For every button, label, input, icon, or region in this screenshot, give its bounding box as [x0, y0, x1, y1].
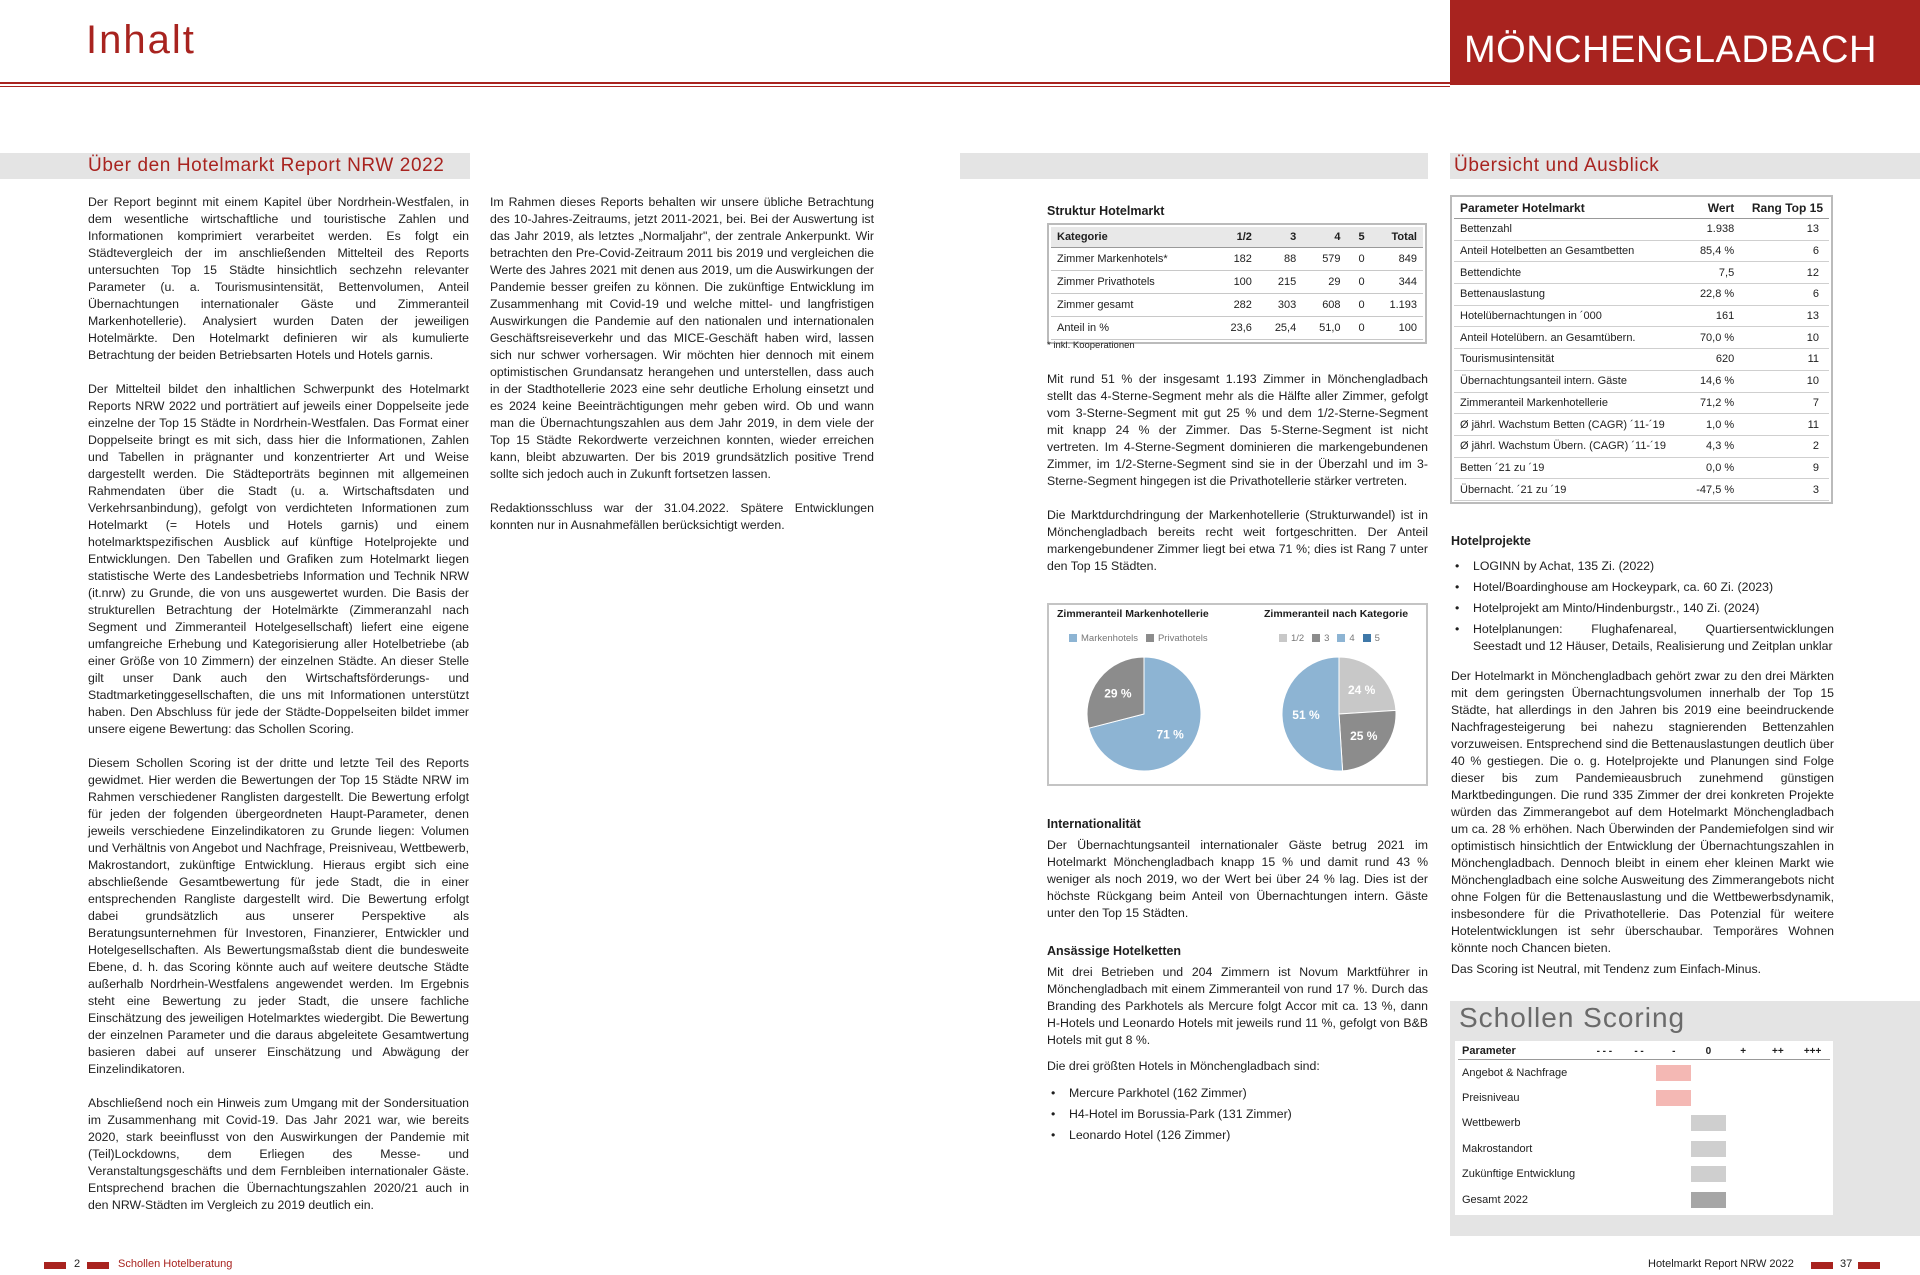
table-cell: 51,0 — [1302, 317, 1346, 340]
footer-bar — [1858, 1262, 1880, 1269]
scoring-cell — [1761, 1162, 1796, 1188]
scoring-cell — [1761, 1060, 1796, 1086]
legend-label: 1/2 — [1291, 633, 1305, 644]
scoring-cell — [1656, 1162, 1691, 1188]
table-cell: 6 — [1740, 240, 1829, 262]
table-cell: 10 — [1740, 327, 1829, 349]
paragraph: Redaktionsschluss war der 31.04.2022. Spätere Entwicklungen konnten nur in Ausnahmefällen berücksichtigt werden. — [490, 501, 874, 532]
scoring-parameter: Zukünftige Entwicklung — [1462, 1168, 1576, 1181]
scoring-scale-label: +++ — [1795, 1043, 1830, 1060]
table-row — [1051, 248, 1423, 271]
internationalitaet-text: Der Übernachtungsanteil internationaler Gäste betrug 2021 im Hotelmarkt Mönchengladbach knapp 15 % und damit rund 43 % weniger als noch 2019, wo der Wert bei über 24 % lag. Dies ist der höchste Rückgang beim Anteil von Übernachtungen intern. Gäste unter den Top 15 Städten. — [1047, 838, 1428, 920]
pie-data-label: 24 % — [1347, 682, 1376, 697]
footer-page-number: 37 — [1840, 1258, 1853, 1270]
scoring-bar — [1656, 1065, 1691, 1081]
scoring-cell — [1691, 1187, 1726, 1213]
scoring-cell — [1726, 1111, 1761, 1137]
table-row — [1454, 240, 1829, 262]
table-cell: 161 — [1687, 305, 1740, 327]
table-cell: 344 — [1371, 271, 1423, 294]
scoring-cell — [1691, 1085, 1726, 1111]
scoring-cell — [1622, 1136, 1657, 1162]
scoring-row — [1458, 1187, 1830, 1213]
page-title-left: Inhalt — [86, 18, 196, 62]
scoring-cell — [1656, 1085, 1691, 1111]
scoring-title: Schollen Scoring — [1459, 1002, 1686, 1033]
scoring-cell — [1691, 1060, 1726, 1086]
table-cell: Bettendichte — [1454, 262, 1687, 284]
scoring-cell — [1656, 1187, 1691, 1213]
table-cell: 23,6 — [1214, 317, 1258, 340]
legend-label: Privathotels — [1157, 633, 1208, 644]
scoring-scale-label: - — [1656, 1043, 1691, 1060]
hotelprojekte-list — [1451, 558, 1834, 659]
col-header: Total — [1371, 227, 1423, 248]
table-cell: 2 — [1740, 435, 1829, 457]
scoring-cell — [1622, 1085, 1657, 1111]
table-cell: 0 — [1347, 294, 1371, 317]
table-cell: 215 — [1258, 271, 1302, 294]
struktur-table-box — [1047, 223, 1427, 344]
chart-title-marken: Zimmeranteil Markenhotellerie — [1057, 608, 1209, 620]
scoring-cell — [1622, 1111, 1657, 1137]
table-row — [1454, 435, 1829, 457]
legend-label: Markenhotels — [1081, 633, 1139, 644]
list-item: • Hotel/Boardinghouse am Hockeypark, ca. 60 Zi. (2023) — [1451, 579, 1834, 596]
table-cell: Ø jährl. Wachstum Übern. (CAGR) ´11-´19 — [1454, 435, 1687, 457]
table-cell: 849 — [1371, 248, 1423, 271]
paragraph: Der Report beginnt mit einem Kapitel über Nordrhein-Westfalen, in dem wesentliche wirtschaftliche und touristische Zahlen und Informationen komprimiert verarbeitet werden. Es folgt ein Städtevergleich der im anschließenden Mittelteil des Reports untersuchten Top 15 Städte hinsichtlich sechzehn relevanter Parameter (u. a. Tourismusintensität, Bettenvolumen, Anteil Übernachtungen internationaler Gäste und Zimmeranteil Markenhotellerie). Analysiert wurden Daten der jeweiligen Hotelmärkte. Den Hotelmarkt definieren wir als kumulierte Betrachtung der beiden Betriebsarten Hotels und Hotels garnis. — [88, 195, 469, 362]
scoring-cell — [1795, 1187, 1830, 1213]
table-cell: Hotelübernachtungen in ´000 — [1454, 305, 1687, 327]
table-cell: Ø jährl. Wachstum Betten (CAGR) ´11-´19 — [1454, 414, 1687, 436]
table-cell: 11 — [1740, 349, 1829, 371]
list-item: • Hotelprojekt am Minto/Hindenburgstr., 140 Zi. (2024) — [1451, 600, 1834, 617]
scoring-parameter: Preisniveau — [1462, 1091, 1520, 1104]
footer-bar — [1811, 1262, 1833, 1269]
header-rule-thin — [0, 86, 1450, 87]
paragraph: Die Marktdurchdringung der Markenhotellerie (Strukturwandel) ist in Mönchengladbach bereits recht weit fortgeschritten. Der Anteil markengebundener Zimmer liegt bei etwa 71 %; dies ist Rang 7 unter den Top 15 Städten. — [1047, 508, 1428, 573]
table-cell: 282 — [1214, 294, 1258, 317]
table-cell: -47,5 % — [1687, 479, 1740, 501]
table-cell: Zimmeranteil Markenhotellerie — [1454, 392, 1687, 414]
table-row — [1454, 349, 1829, 371]
footnote: * inkl. Kooperationen — [1047, 340, 1135, 351]
scoring-cell — [1795, 1060, 1830, 1086]
hotelprojekte-title: Hotelprojekte — [1451, 534, 1531, 548]
table-row — [1454, 305, 1829, 327]
pie-data-label: 71 % — [1156, 727, 1184, 742]
table-cell: 0 — [1347, 248, 1371, 271]
table-row — [1051, 294, 1423, 317]
table-row — [1454, 284, 1829, 306]
table-cell: 85,4 % — [1687, 240, 1740, 262]
table-cell: 620 — [1687, 349, 1740, 371]
table-cell: 88 — [1258, 248, 1302, 271]
table-cell: 13 — [1740, 305, 1829, 327]
table-cell: 1.193 — [1371, 294, 1423, 317]
scoring-bar — [1691, 1192, 1726, 1208]
table-cell: Anteil in % — [1051, 317, 1214, 340]
table-cell: 7 — [1740, 392, 1829, 414]
list-item: • Leonardo Hotel (126 Zimmer) — [1047, 1127, 1428, 1144]
table-row — [1454, 370, 1829, 392]
paragraph: Im Rahmen dieses Reports behalten wir unsere übliche Betrachtung des 10-Jahres-Zeitraums, jetzt 2011-2021, bei. Bei der Auswertung ist das Jahr 2019, als letztes „Normaljahr", der zentrale Ankerpunkt. Wir betrachten den Pre-Covid-Zeitraum 2011 bis 2019 und vergleichen die Werte des Jahres 2021 mit denen aus 2019, um die Auswirkungen der Pandemie besser greifen zu können. Die zukünftige Entwicklung im Zusammenhang mit Covid-19 und welche mittel- und langfristigen Auswirkungen die Pandemie auf den nationalen und internationalen Geschäftsreiseverkehr und das MICE-Geschäft haben wird, lassen sich nur schwer vorhersagen. Wir möchten hier dennoch mit einem optimistischen Grundansatz herangehen und unterstellen, dass auch in der Stadthotellerie 2023 eine sehr deutliche Erholung einsetzt und es 2024 keine Beeinträchtigungen mehr geben wird. Ob und wann man die Übernachtungszahlen aus dem Jahr 2019, in dem viele der Top 15 Städte Rekordwerte verzeichnen konnten, wieder erreichen kann, bleibt abzuwarten. Der bis 2019 grundsätzlich positive Trend sollte sich jedoch auch in Zukunft fortsetzen lassen. — [490, 195, 874, 481]
table-cell: Übernacht. ´21 zu ´19 — [1454, 479, 1687, 501]
scoring-cell — [1622, 1060, 1657, 1086]
struktur-text — [1047, 371, 1428, 592]
hotelketten-title: Ansässige Hotelketten — [1047, 944, 1182, 958]
scoring-cell — [1587, 1162, 1622, 1188]
section-band-middle — [960, 153, 1428, 179]
scoring-cell — [1795, 1136, 1830, 1162]
paragraph: Der Mittelteil bildet den inhaltlichen Schwerpunkt des Hotelmarkt Reports NRW 2022 und porträtiert auf jeweils einer Doppelseite jede einzelne der Top 15 Städte in Nordrhein-Westfalen. Das Format einer Doppelseite bringt es mit sich, dass hier die Informationen, Zahlen und Tabellen in prägnanter und konzentrierter Art und Weise dargestellt werden. Die Städteporträts beginnen mit allgemeinen Rahmendaten über die Stadt (u. a. Wirtschaftsdaten und Verkehrsanbindung), gefolgt von verdichteten Informationen zum Hotelmarkt (= Hotels und Hotels garnis) und einem hotelmarktspezifischen Ausblick auf künftige Hotelprojekte und Entwicklungen. Den Tabellen und Grafiken zum Hotelmarkt liegen statistische Werte des Landesbetriebs Information und Technik NRW (it.nrw) zu Grunde, die von uns ausgewertet wurden. Die Basis der strukturellen Betrachtung der Hotelmärkte (Zimmeranzahl nach Segment und Zimmeranteil Hotelgesellschaft) liefert eine eigene umfangreiche Erhebung und Kategorisierung aller Hotelbetriebe (ab einer Größe von 10 Zimmern) der einzelnen Städte. An dieser Stelle gilt unser Dank auch den Wirtschaftsförderungs- und Stadtmarketinggesellschaften, die uns mit Informationen unterstützt haben. Den Abschluss für jede der Städte-Doppelseiten bildet immer unsere eigene Bewertung: das Schollen Scoring. — [88, 382, 469, 736]
scoring-scale-label: 0 — [1691, 1043, 1726, 1060]
scoring-cell — [1726, 1136, 1761, 1162]
paragraph: Der Hotelmarkt in Mönchengladbach gehört zwar zu den drei Märkten mit dem geringsten Übernachtungsvolumen innerhalb der Top 15 Städte, hat allerdings in den Jahren bis 2019 eine beeindruckende Nachfragesteigerung bei nahezu stagnierenden Bettenzahlen vorzuweisen. Entsprechend sind die Bettenauslastungen deutlich über 40 % gestiegen. Die o. g. Hotelprojekte und Planungen sind Folge dieser bis zum Pandemieausbruch zunehmend günstigen Marktbedingungen. Die rund 335 Zimmer der drei konkreten Projekte würden das Zimmerangebot auf dem Hotelmarkt Mönchengladbach um ca. 28 % erhöhen. Nach Überwinden der Pandemiefolgen sind wir optimistisch hinsichtlich der Entwicklung der Übernachtungszahlen in Mönchengladbach. Dennoch bleibt in einem eher kleinen Markt wie Mönchengladbach eine solche Ausweitung des Zimmerangebots nicht ohne Folgen für die Bettenauslastung und die Wettbewerbsdynamik, insbesondere für die Privathotellerie. Das Potenzial für weitere Hotelentwicklungen ist sehr überschaubar. Temporäres Wohnen könnte noch Chancen bieten. — [1451, 669, 1834, 955]
scoring-scale-label: - - - — [1587, 1043, 1622, 1060]
table-cell: 579 — [1302, 248, 1346, 271]
pie-data-label: 29 % — [1104, 686, 1132, 701]
table-cell: Zimmer Markenhotels* — [1051, 248, 1214, 271]
legend-label: 4 — [1349, 633, 1355, 644]
scoring-cell — [1726, 1085, 1761, 1111]
table-cell: Tourismusintensität — [1454, 349, 1687, 371]
legend-label: 5 — [1374, 633, 1380, 644]
section-title-overview: Übersicht und Ausblick — [1454, 155, 1660, 176]
parameter-table — [1454, 198, 1829, 501]
scoring-cell — [1587, 1111, 1622, 1137]
table-cell: 12 — [1740, 262, 1829, 284]
scoring-cell — [1726, 1060, 1761, 1086]
scoring-row — [1458, 1111, 1830, 1137]
scoring-cell — [1761, 1136, 1796, 1162]
table-cell: 1,0 % — [1687, 414, 1740, 436]
table-cell: Zimmer gesamt — [1051, 294, 1214, 317]
list-item: • H4-Hotel im Borussia-Park (131 Zimmer) — [1047, 1106, 1428, 1123]
table-row — [1051, 271, 1423, 294]
table-cell: 0 — [1347, 271, 1371, 294]
footer-bar — [87, 1262, 109, 1269]
paragraph: Mit rund 51 % der insgesamt 1.193 Zimmer in Mönchengladbach stellt das 4-Sterne-Segment mehr als die Hälfte aller Zimmer, gefolgt vom 3-Sterne-Segment mit gut 25 % und dem 1/2-Sterne-Segment mit knapp 24 % der Zimmer. Das 5-Sterne-Segment ist nicht vertreten. Im 4-Sterne-Segment dominieren die markengebundenen Zimmer, im 1/2-Sterne-Segment sind sie in der Überzahl und im 3-Sterne-Segment hingegen ist die Privathotellerie stärker vertreten. — [1047, 372, 1428, 488]
footer-page-number: 2 — [74, 1258, 81, 1270]
table-cell: 608 — [1302, 294, 1346, 317]
table-cell: 14,6 % — [1687, 370, 1740, 392]
col-header: 1/2 — [1214, 227, 1258, 248]
internationalitaet-title: Internationalität — [1047, 817, 1141, 831]
footer-bar — [44, 1262, 66, 1269]
table-cell: 7,5 — [1687, 262, 1740, 284]
scoring-cell — [1587, 1085, 1622, 1111]
scoring-row — [1458, 1085, 1830, 1111]
scoring-table — [1458, 1043, 1830, 1213]
scoring-cell — [1795, 1111, 1830, 1137]
scoring-cell — [1691, 1111, 1726, 1137]
list-item: • LOGINN by Achat, 135 Zi. (2022) — [1451, 558, 1834, 575]
table-row — [1454, 219, 1829, 241]
pie-charts-svg — [1049, 605, 1426, 784]
table-cell: 182 — [1214, 248, 1258, 271]
table-cell: Anteil Hotelübern. an Gesamtübern. — [1454, 327, 1687, 349]
scoring-cell — [1795, 1162, 1830, 1188]
list-item: • Mercure Parkhotel (162 Zimmer) — [1047, 1085, 1428, 1102]
scoring-cell — [1587, 1060, 1622, 1086]
scoring-scale-label: ++ — [1761, 1043, 1796, 1060]
scoring-parameter: Angebot & Nachfrage — [1462, 1066, 1568, 1079]
table-row — [1454, 262, 1829, 284]
footer-label-left: Schollen Hotelberatung — [118, 1258, 233, 1270]
col-header: Wert — [1687, 198, 1740, 219]
header-rule — [0, 82, 1450, 84]
table-cell: 303 — [1258, 294, 1302, 317]
paragraph: Diesem Schollen Scoring ist der dritte und letzte Teil des Reports gewidmet. Hier werden die Bewertungen der Top 15 Städte NRW im Rahmen verschiedener Ranglisten dargestellt. Die Bewertung erfolgt für jeden der folgenden übergeordneten Haupt-Parameter, denen jeweils verschiedene Einzelindikatoren zu Grunde liegen: Volumen und Verhältnis von Angebot und Nachfrage, Preisniveau, Wettbewerb, Makrostandort, zukünftige Entwicklung. Hieraus ergibt sich eine abschließende Gesamtbewertung für jede Stadt, die in einer entsprechenden Rangliste dargestellt wird. Die Bewertung erfolgt dabei grundsätzlich aus unserer Perspektive als Beratungsunternehmen für Investoren, Finanzierer, Entwickler und Hotelgesellschaften. Als Bewertungsmaßstab dient die bundesweite Ebene, d. h. das Scoring könnte auch auf weitere deutsche Städte außerhalb Nordrhein-Westfalens angewendet werden. Im Ergebnis steht eine Bewertung zu jeder Stadt, die unsere fachliche Einschätzung des jeweiligen Hotelmarktes wiedergibt. Die Bewertung der einzelnen Parameter und die daraus abgeleitete Gesamtwertung basieren dabei auf unserer Einschätzung und Abwägung der Einzelindikatoren. — [88, 756, 469, 1076]
pie-data-label: 25 % — [1350, 728, 1378, 743]
col-header: 3 — [1258, 227, 1302, 248]
struktur-title: Struktur Hotelmarkt — [1047, 204, 1165, 218]
scoring-cell — [1761, 1085, 1796, 1111]
struktur-table — [1051, 227, 1423, 340]
pie-charts-box — [1047, 603, 1428, 786]
scoring-row — [1458, 1162, 1830, 1188]
table-cell: 100 — [1214, 271, 1258, 294]
col-header: Rang Top 15 — [1740, 198, 1829, 219]
table-cell: Zimmer Privathotels — [1051, 271, 1214, 294]
scoring-table-box — [1455, 1041, 1833, 1215]
table-cell: 100 — [1371, 317, 1423, 340]
table-cell: 13 — [1740, 219, 1829, 241]
scoring-header-label: Parameter — [1458, 1043, 1587, 1060]
table-row — [1454, 479, 1829, 501]
table-cell: 70,0 % — [1687, 327, 1740, 349]
pie-data-label: 51 % — [1292, 708, 1320, 723]
left-column-2 — [490, 194, 874, 551]
paragraph: Das Scoring ist Neutral, mit Tendenz zum Einfach-Minus. — [1451, 962, 1762, 976]
scoring-cell — [1761, 1187, 1796, 1213]
table-cell: Bettenzahl — [1454, 219, 1687, 241]
table-cell: 10 — [1740, 370, 1829, 392]
scoring-bar — [1656, 1090, 1691, 1106]
scoring-cell — [1726, 1187, 1761, 1213]
scoring-cell — [1656, 1060, 1691, 1086]
table-cell: Bettenauslastung — [1454, 284, 1687, 306]
footer-label-right: Hotelmarkt Report NRW 2022 — [1648, 1258, 1794, 1270]
list-item: • Hotelplanungen: Flughafenareal, Quartiersentwicklungen Seestadt und 12 Häuser, Details, Realisierung und Zeitplan unklar — [1451, 621, 1834, 655]
col-header: Kategorie — [1051, 227, 1214, 248]
scoring-cell — [1656, 1136, 1691, 1162]
table-cell: 9 — [1740, 457, 1829, 479]
scoring-bar — [1691, 1141, 1726, 1157]
table-row — [1454, 327, 1829, 349]
table-cell: Übernachtungsanteil intern. Gäste — [1454, 370, 1687, 392]
scoring-scale-label: + — [1726, 1043, 1761, 1060]
col-header: 4 — [1302, 227, 1346, 248]
hotelketten-text: Mit drei Betrieben und 204 Zimmern ist Novum Marktführer in Mönchengladbach mit einem Zimmeranteil von rund 17 %. Durch das Branding des Parkhotels als Mercure folgt Accor mit ca. 13 %, dann H-Hotels und Leonardo Hotels mit jeweils rund 11 %, gefolgt von B&B Hotels mit gut 8 %. — [1047, 965, 1428, 1047]
table-cell: 6 — [1740, 284, 1829, 306]
scoring-bar — [1691, 1115, 1726, 1131]
table-row — [1454, 414, 1829, 436]
table-cell: 71,2 % — [1687, 392, 1740, 414]
scoring-row — [1458, 1060, 1830, 1086]
section-title-report: Über den Hotelmarkt Report NRW 2022 — [88, 155, 445, 176]
chart-title-kategorie: Zimmeranteil nach Kategorie — [1264, 608, 1409, 620]
table-cell: 11 — [1740, 414, 1829, 436]
table-row — [1454, 457, 1829, 479]
scoring-cell — [1795, 1085, 1830, 1111]
table-cell: 25,4 — [1258, 317, 1302, 340]
scoring-parameter: Wettbewerb — [1462, 1117, 1521, 1130]
ausblick-text — [1451, 668, 1834, 995]
col-header: 5 — [1347, 227, 1371, 248]
left-column-1 — [88, 194, 469, 1231]
scoring-bar — [1691, 1166, 1726, 1182]
scoring-cell — [1761, 1111, 1796, 1137]
scoring-cell — [1656, 1111, 1691, 1137]
paragraph: Abschließend noch ein Hinweis zum Umgang mit der Sondersituation im Zusammenhang mit Covid-19. Das Jahr 2021 war, wie bereits 2020, stark beeinflusst von den Auswirkungen der Pandemie mit (Teil)Lockdowns, dem Erliegen des Messe- und Veranstaltungsgeschäfts und dem Fernbleiben internationaler Gäste. Entsprechend brachen die Übernachtungszahlen 2020/21 auch in den NRW-Städten im Vergleich zu 2019 deutlich ein. — [88, 1096, 469, 1212]
table-cell: 0,0 % — [1687, 457, 1740, 479]
scoring-cell — [1726, 1162, 1761, 1188]
table-cell: 3 — [1740, 479, 1829, 501]
scoring-cell — [1622, 1162, 1657, 1188]
scoring-cell — [1587, 1187, 1622, 1213]
col-header: Parameter Hotelmarkt — [1454, 198, 1687, 219]
table-cell: Betten ´21 zu ´19 — [1454, 457, 1687, 479]
largest-hotels-list — [1047, 1085, 1428, 1148]
table-row — [1454, 392, 1829, 414]
scoring-cell — [1622, 1187, 1657, 1213]
scoring-parameter: Makrostandort — [1462, 1142, 1533, 1155]
hotelketten-intro: Die drei größten Hotels in Mönchengladbach sind: — [1047, 1059, 1320, 1073]
scoring-cell — [1587, 1136, 1622, 1162]
table-row — [1051, 317, 1423, 340]
table-cell: 4,3 % — [1687, 435, 1740, 457]
parameter-table-box — [1450, 195, 1833, 504]
table-cell: 0 — [1347, 317, 1371, 340]
scoring-parameter: Gesamt 2022 — [1462, 1193, 1529, 1206]
scoring-scale-label: - - — [1622, 1043, 1657, 1060]
city-title: MÖNCHENGLADBACH — [1450, 0, 1920, 85]
scoring-cell — [1691, 1162, 1726, 1188]
table-cell: 22,8 % — [1687, 284, 1740, 306]
legend-label: 3 — [1324, 633, 1330, 644]
table-cell: 29 — [1302, 271, 1346, 294]
scoring-cell — [1691, 1136, 1726, 1162]
table-cell: Anteil Hotelbetten an Gesamtbetten — [1454, 240, 1687, 262]
scoring-row — [1458, 1136, 1830, 1162]
table-cell: 1.938 — [1687, 219, 1740, 241]
